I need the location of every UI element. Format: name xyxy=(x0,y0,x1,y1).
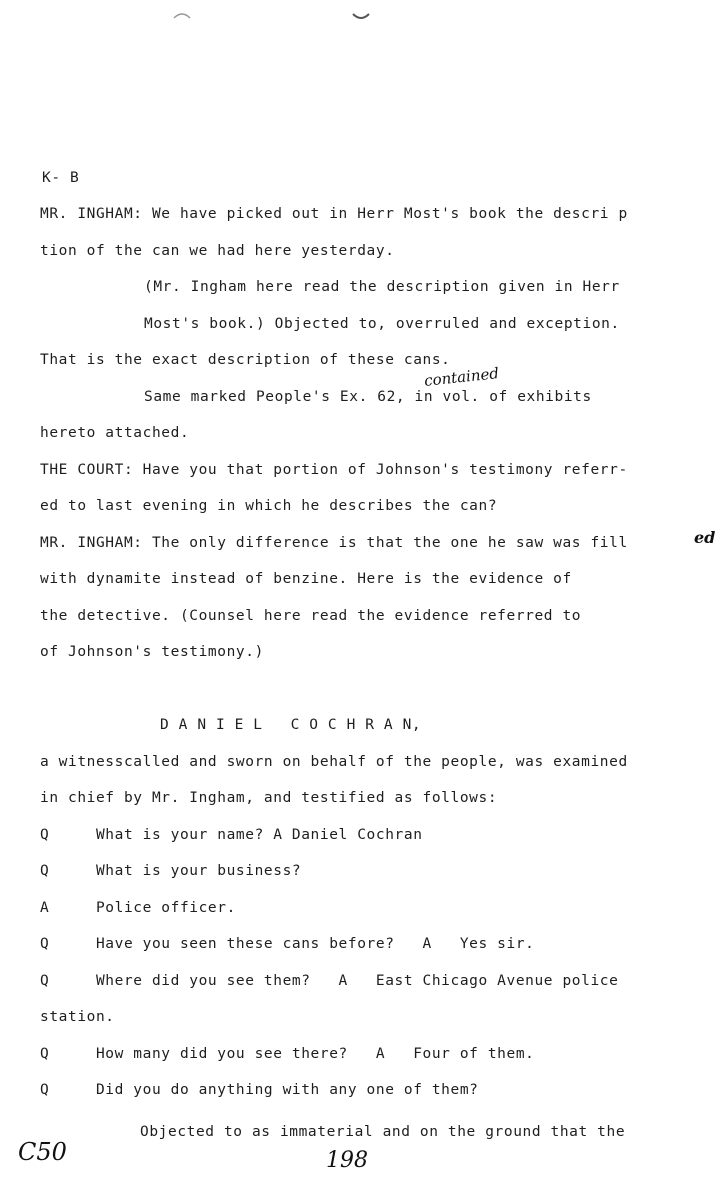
text-line: MR. INGHAM: We have picked out in Herr Most's book the descri p xyxy=(40,206,628,222)
text-line: ed to last evening in which he describes the can? xyxy=(40,498,498,514)
handwritten-fill-end: ed xyxy=(694,528,716,547)
qa-line: Q Where did you see them? A East Chicago Avenue police xyxy=(40,973,619,989)
scan-mark-icon xyxy=(350,6,372,24)
qa-line: Q Have you seen these cans before? A Yes sir. xyxy=(40,936,535,952)
handwritten-left-number: C50 xyxy=(18,1138,67,1166)
scan-mark-icon xyxy=(170,6,194,24)
text-line: of Johnson's testimony.) xyxy=(40,644,264,660)
text-line: (Mr. Ingham here read the description given in Herr xyxy=(144,279,620,295)
page-header: K- B xyxy=(42,170,80,186)
text-line: hereto attached. xyxy=(40,425,190,441)
handwritten-page-number: 198 xyxy=(326,1148,368,1173)
text-line: That is the exact description of these cans. xyxy=(40,352,451,368)
text-line: with dynamite instead of benzine. Here is the evidence of xyxy=(40,571,572,587)
text-line: Most's book.) Objected to, overruled and exception. xyxy=(144,316,620,332)
qa-line: Q Did you do anything with any one of them? xyxy=(40,1082,479,1098)
text-line: Objected to as immaterial and on the ground that the xyxy=(140,1124,626,1140)
handwritten-insertion: contained xyxy=(423,364,500,390)
qa-line: Q What is your business? xyxy=(40,863,302,879)
text-line: tion of the can we had here yesterday. xyxy=(40,243,395,259)
text-line: THE COURT: Have you that portion of Johnson's testimony referr- xyxy=(40,462,628,478)
text-line: a witnesscalled and sworn on behalf of the people, was examined xyxy=(40,754,628,770)
text-line: MR. INGHAM: The only difference is that the one he saw was fill xyxy=(40,535,628,551)
text-line: in chief by Mr. Ingham, and testified as follows: xyxy=(40,790,498,806)
qa-line: Q What is your name? A Daniel Cochran xyxy=(40,827,423,843)
text-line: Same marked People's Ex. 62, in vol. of exhibits xyxy=(144,389,592,405)
witness-heading: D A N I E L C O C H R A N, xyxy=(160,717,422,733)
qa-line: Q How many did you see there? A Four of them. xyxy=(40,1046,535,1062)
text-line: the detective. (Counsel here read the evidence referred to xyxy=(40,608,582,624)
qa-line: A Police officer. xyxy=(40,900,236,916)
text-line: station. xyxy=(40,1009,115,1025)
